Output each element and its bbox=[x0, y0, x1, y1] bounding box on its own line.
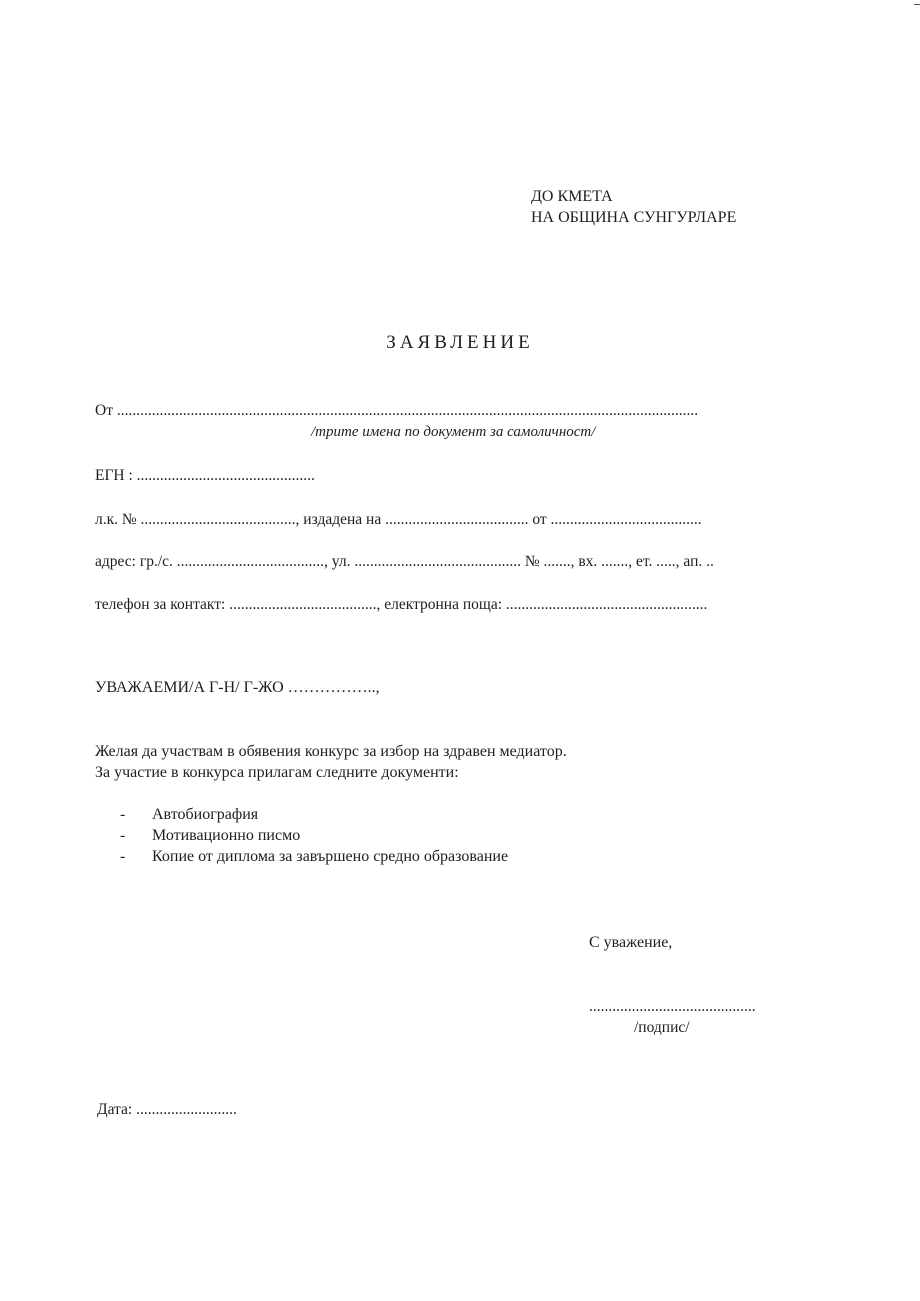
egn-field: ЕГН : .............................................. bbox=[95, 467, 315, 484]
list-item-text: Копие от диплома за завършено средно образование bbox=[152, 848, 509, 865]
list-item-text: Автобиография bbox=[152, 806, 259, 823]
signature-line: ........................................... bbox=[589, 998, 756, 1015]
document-title: ЗАЯВЛЕНИЕ bbox=[386, 332, 534, 353]
signature-label: /подпис/ bbox=[634, 1019, 690, 1036]
body-line-2: За участие в конкурса прилагам следните документи: bbox=[95, 764, 459, 781]
addressee-block bbox=[531, 186, 736, 228]
names-hint: /трите имена по документ за самоличност/ bbox=[311, 424, 596, 440]
list-item bbox=[120, 804, 508, 825]
documents-list bbox=[120, 804, 508, 867]
greeting: УВАЖАЕМИ/А Г-Н/ Г-ЖО …………….., bbox=[95, 679, 380, 696]
contact-field: телефон за контакт: ......................................, електронна поща: .................................................... bbox=[95, 596, 708, 613]
list-bullet: - bbox=[120, 806, 126, 823]
address-field: адрес: гр./с. ......................................, ул. ........................................... № ......., вх. ......., ет. ....., ап. .. bbox=[95, 553, 714, 570]
body-line-1: Желая да участвам в обявения конкурс за избор на здравен медиатор. bbox=[95, 743, 567, 760]
list-bullet: - bbox=[120, 848, 126, 865]
body-text bbox=[95, 741, 567, 783]
from-field: От ...................................................................................................................................................... bbox=[95, 402, 699, 419]
list-item bbox=[120, 846, 508, 867]
addressee-line-1: ДО КМЕТА bbox=[531, 188, 613, 205]
regards: С уважение, bbox=[589, 934, 673, 951]
list-bullet: - bbox=[120, 827, 126, 844]
date-field: Дата: .......................... bbox=[97, 1101, 237, 1118]
list-item bbox=[120, 825, 508, 846]
list-item-text: Мотивационно писмо bbox=[152, 827, 301, 844]
id-card-field: л.к. № ........................................, издадена на ..................................... от ....................................... bbox=[95, 511, 702, 528]
scan-corner-mark bbox=[914, 4, 920, 5]
addressee-line-2: НА ОБЩИНА СУНГУРЛАРЕ bbox=[531, 209, 737, 226]
